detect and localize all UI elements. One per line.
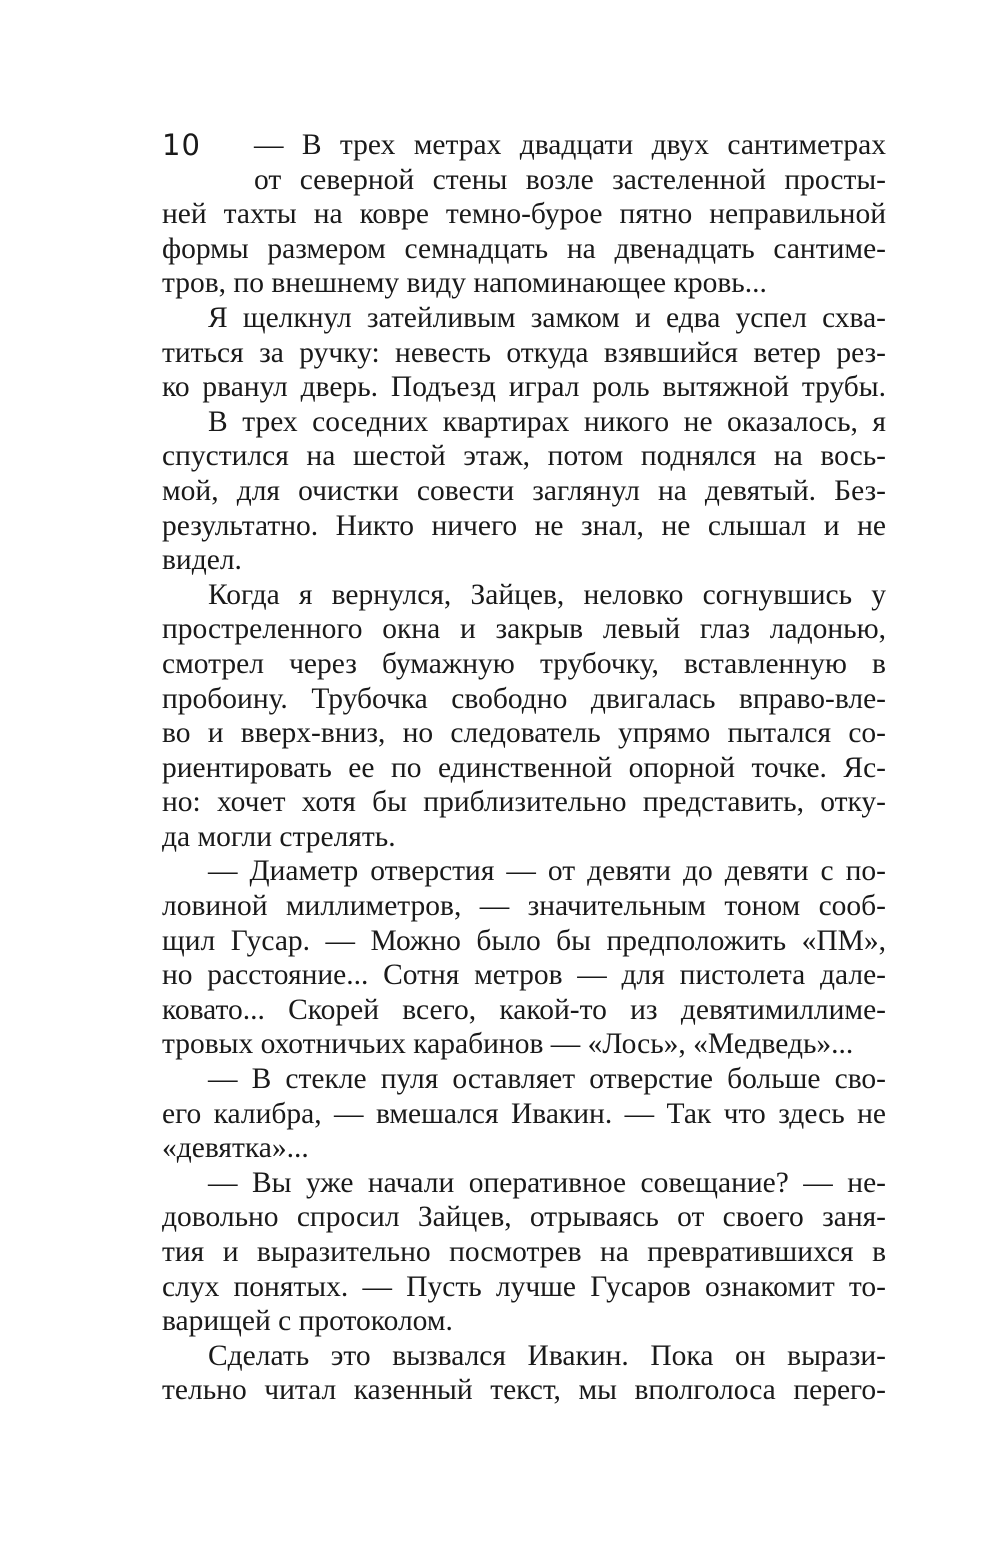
- text-line: пробоину. Трубочка свободно двигалась вправо-вле-: [162, 682, 886, 715]
- text-line: ней тахты на ковре темно-бурое пятно неправильной: [162, 198, 886, 231]
- text-line: видел.: [162, 544, 242, 577]
- text-line: В трех соседних квартирах никого не оказалось, я: [208, 405, 886, 438]
- text-line: во и вверх-вниз, но следователь упрямо пытался со-: [162, 717, 886, 750]
- text-line: мой, для очистки совести заглянул на девятый. Без-: [162, 474, 886, 507]
- text-line: тровых охотничьих карабинов — «Лось», «Медведь»...: [162, 1028, 854, 1061]
- text-line: ковато... Скорей всего, какой-то из девятимиллиме-: [162, 993, 886, 1026]
- text-line: — Вы уже начали оперативное совещание? — не-: [208, 1166, 886, 1199]
- text-line: результатно. Никто ничего не знал, не слышал и не: [162, 509, 886, 542]
- text-line: щил Гусар. — Можно было бы предположить «ПМ»,: [162, 924, 886, 957]
- text-line: от северной стены возле застеленной просты-: [254, 163, 886, 196]
- text-line: ловиной миллиметров, — значительным тоном сооб-: [162, 890, 886, 923]
- text-line: титься за ручку: невесть откуда взявшийся ветер рез-: [162, 336, 886, 369]
- text-line: — Диаметр отверстия — от девяти до девяти с по-: [208, 855, 886, 888]
- text-line: его калибра, — вмешался Ивакин. — Так что здесь не: [162, 1097, 886, 1130]
- text-line: простреленного окна и закрыв левый глаз ладонью,: [162, 613, 886, 646]
- text-line: — В стекле пуля оставляет отверстие больше сво-: [208, 1063, 886, 1096]
- text-line: «девятка»...: [162, 1132, 309, 1165]
- text-line: Сделать это вызвался Ивакин. Пока он вырази-: [208, 1339, 886, 1372]
- text-line: Когда я вернулся, Зайцев, неловко согнувшись у: [208, 578, 886, 611]
- text-line: варищей с протоколом.: [162, 1305, 453, 1338]
- text-line: — В трех метрах двадцати двух сантиметрах: [254, 129, 886, 161]
- text-line: слух понятых. — Пусть лучше Гусаров ознакомит то-: [162, 1270, 886, 1303]
- text-line: смотрел через бумажную трубочку, вставленную в: [162, 647, 886, 680]
- page-number: 10: [162, 128, 201, 162]
- text-line: риентировать ее по единственной опорной точке. Яс-: [162, 751, 886, 784]
- text-line: тров, по внешнему виду напоминающее кровь...: [162, 267, 767, 300]
- text-line: довольно спросил Зайцев, отрываясь от своего заня-: [162, 1201, 886, 1234]
- text-line: тия и выразительно посмотрев на превратившихся в: [162, 1236, 886, 1268]
- text-line: тельно читал казенный текст, мы вполголоса перего-: [162, 1374, 886, 1407]
- text-line: но: хочет хотя бы приблизительно представить, отку-: [162, 786, 886, 819]
- text-line: спустился на шестой этаж, потом поднялся на вось-: [162, 440, 886, 473]
- text-line: формы размером семнадцать на двенадцать сантиме-: [162, 232, 886, 265]
- text-line: ко рванул дверь. Подъезд играл роль вытяжной трубы.: [162, 371, 886, 404]
- text-line: да могли стрелять.: [162, 820, 396, 853]
- text-line: Я щелкнул затейливым замком и едва успел схва-: [208, 301, 886, 334]
- text-line: но расстояние... Сотня метров — для пистолета дале-: [162, 959, 886, 992]
- body-text: [162, 128, 886, 1408]
